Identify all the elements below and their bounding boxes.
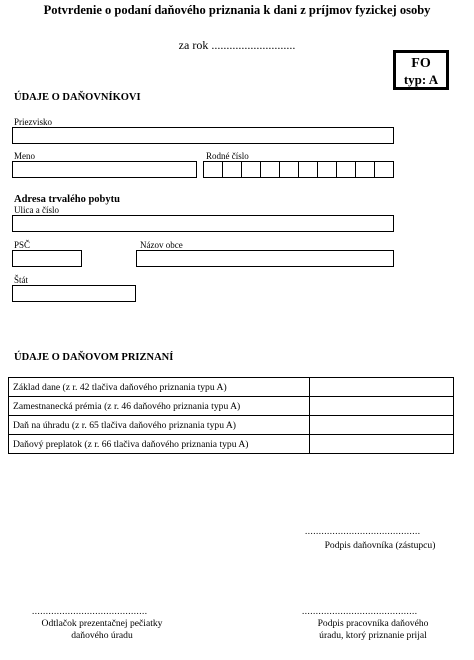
first-name-field[interactable] xyxy=(12,161,197,178)
city-label: Názov obce xyxy=(140,240,183,250)
row-label: Daň na úhradu (z r. 65 tlačiva daňového priznania typu A) xyxy=(9,416,310,435)
form-code: FO xyxy=(411,56,431,71)
zip-label: PSČ xyxy=(14,240,31,250)
surname-label: Priezvisko xyxy=(14,117,52,127)
street-label: Ulica a číslo xyxy=(14,205,59,215)
form-type-box xyxy=(393,50,449,90)
table-row xyxy=(9,416,454,435)
table-row xyxy=(9,397,454,416)
tax-return-table xyxy=(8,377,454,454)
tax-overpayment-value-field[interactable] xyxy=(310,435,454,454)
row-label: Zamestnanecká prémia (z r. 46 daňového priznania typu A) xyxy=(9,397,310,416)
table-row xyxy=(9,435,454,454)
form-type: typ: A xyxy=(403,72,439,87)
table-row xyxy=(9,378,454,397)
taxpayer-signature-line[interactable]: .......................................... xyxy=(305,526,421,536)
taxpayer-signature-label: Podpis daňovníka (zástupcu) xyxy=(324,540,436,551)
tax-year-field[interactable]: za rok ............................ xyxy=(178,38,296,52)
row-label: Daňový preplatok (z r. 66 tlačiva daňového priznania typu A) xyxy=(9,435,310,454)
street-field[interactable] xyxy=(12,215,394,232)
taxpayer-section-title: ÚDAJE O DAŇOVNÍKOVI xyxy=(14,92,141,103)
state-label: Štát xyxy=(14,275,29,285)
stamp-label-line-1: Odtlačok prezentačnej pečiatky xyxy=(41,618,163,629)
city-field[interactable] xyxy=(136,250,394,267)
address-section-title: Adresa trvalého pobytu xyxy=(14,194,120,205)
stamp-label-line-2: daňového úradu xyxy=(71,629,133,641)
officer-signature-line[interactable]: .......................................... xyxy=(302,606,418,616)
tax-return-section-title: ÚDAJE O DAŇOVOM PRIZNANÍ xyxy=(14,352,174,363)
form-title: Potvrdenie o podaní daňového priznania k dani z príjmov fyzickej osoby xyxy=(43,3,431,17)
first-name-label: Meno xyxy=(14,151,35,161)
row-label: Základ dane (z r. 42 tlačiva daňového priznania typu A) xyxy=(9,378,310,397)
stamp-line[interactable]: .......................................... xyxy=(32,606,148,616)
birth-number-field[interactable] xyxy=(203,161,394,178)
officer-signature-label xyxy=(293,618,453,642)
officer-label-line-2: úradu, ktorý priznanie prijal xyxy=(319,629,427,641)
stamp-label xyxy=(22,618,182,642)
tax-payable-value-field[interactable] xyxy=(310,416,454,435)
employee-bonus-value-field[interactable] xyxy=(310,397,454,416)
birth-number-label: Rodné číslo xyxy=(206,151,249,161)
tax-base-value-field[interactable] xyxy=(310,378,454,397)
state-field[interactable] xyxy=(12,285,136,302)
officer-label-line-1: Podpis pracovníka daňového xyxy=(317,618,429,629)
zip-field[interactable] xyxy=(12,250,82,267)
surname-field[interactable] xyxy=(12,127,394,144)
